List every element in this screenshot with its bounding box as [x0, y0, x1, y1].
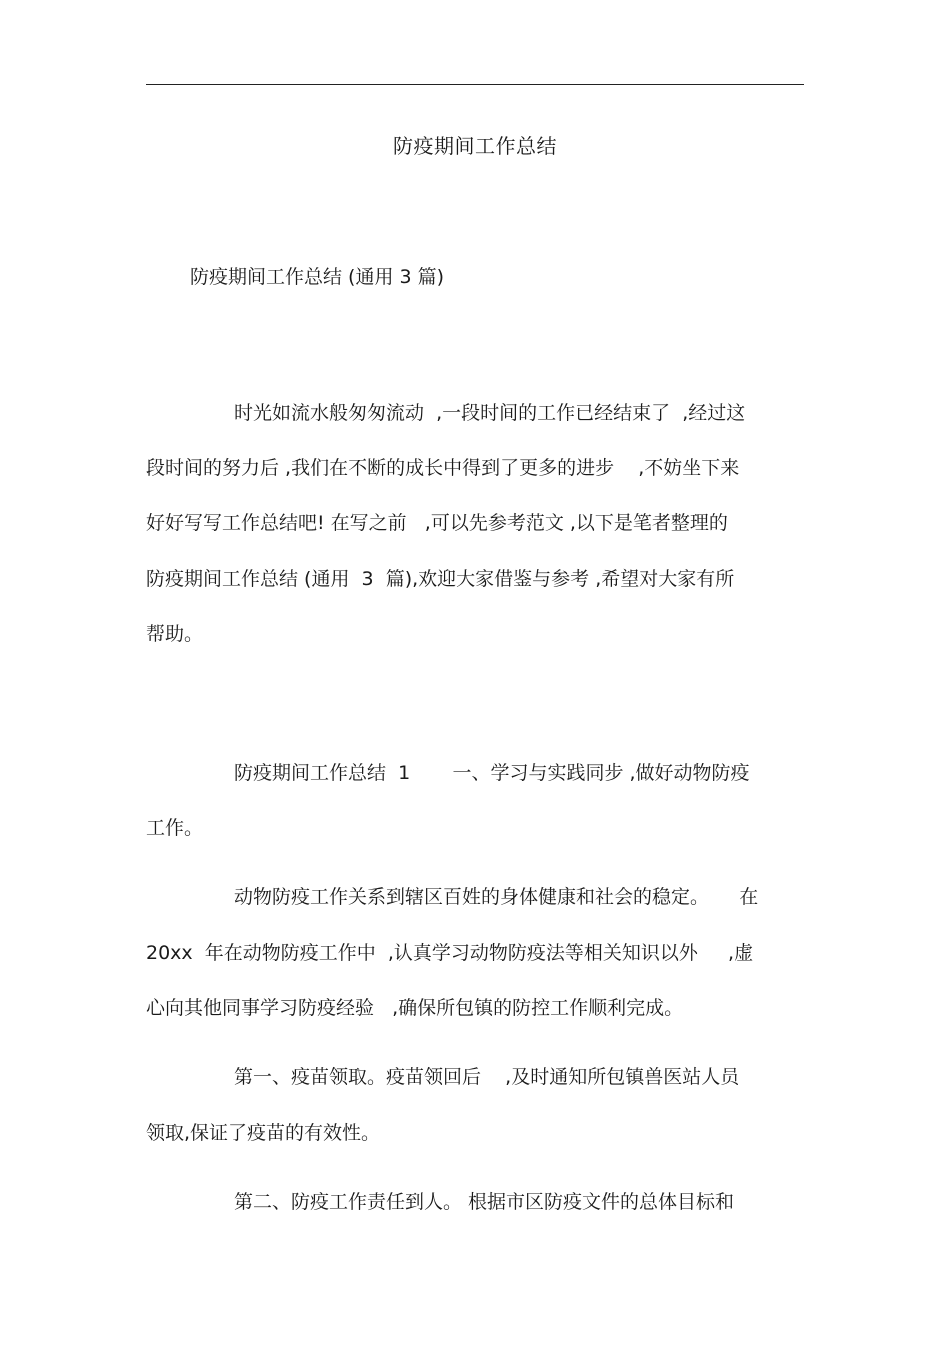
document-subtitle: 防疫期间工作总结 (通用 3 篇) [190, 266, 445, 288]
paragraph-line: 第二、防疫工作责任到人。 根据市区防疫文件的总体目标和 [234, 1191, 735, 1213]
paragraph-line: 动物防疫工作关系到辖区百姓的身体健康和社会的稳定。 在 [234, 886, 759, 908]
paragraph-line: 防疫期间工作总结 (通用 3 篇),欢迎大家借鉴与参考 ,希望对大家有所 [146, 568, 735, 590]
paragraph-line: 时光如流水般匆匆流动 ,一段时间的工作已经结束了 ,经过这 [234, 402, 746, 424]
paragraph-line: 第一、疫苗领取。疫苗领回后 ,及时通知所包镇兽医站人员 [234, 1066, 740, 1088]
header-rule [146, 84, 804, 85]
paragraph-line: 帮助。 [146, 623, 204, 645]
paragraph-line: 段时间的努力后 ,我们在不断的成长中得到了更多的进步 ,不妨坐下来 [146, 457, 740, 479]
document-title: 防疫期间工作总结 [393, 134, 557, 158]
paragraph-line: 领取,保证了疫苗的有效性。 [146, 1122, 381, 1144]
paragraph-line: 心向其他同事学习防疫经验 ,确保所包镇的防控工作顺利完成。 [146, 997, 684, 1019]
paragraph-line: 防疫期间工作总结 1 一、学习与实践同步 ,做好动物防疫 [234, 762, 750, 784]
paragraph-line: 20xx 年在动物防疫工作中 ,认真学习动物防疫法等相关知识以外 ,虚 [146, 942, 754, 964]
paragraph-line: 好好写写工作总结吧! 在写之前 ,可以先参考范文 ,以下是笔者整理的 [146, 512, 728, 534]
paragraph-line: 工作。 [146, 817, 204, 839]
